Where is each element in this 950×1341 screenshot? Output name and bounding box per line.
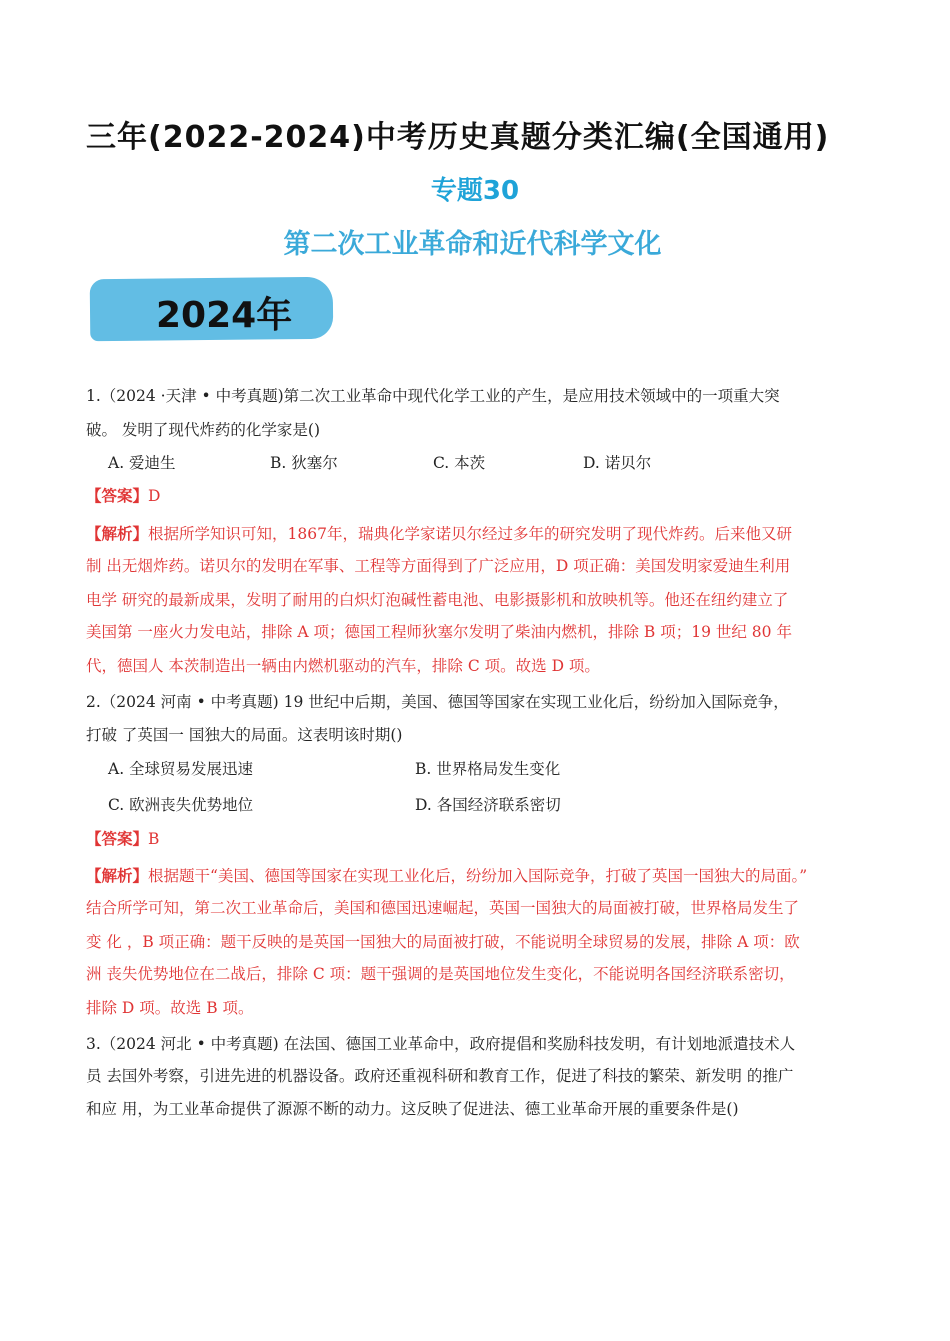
topic-number: 专题30 [430,176,520,206]
topic-name: 第二次工业革命和近代科学文化 [283,229,662,260]
analysis-text: 根据所学知识可知，1867年，瑞典化学家诺贝尔经过多年的研究发明了现代炸药。后来他又研 [148,525,792,543]
question-2-option-b: B. 世界格局发生变化 [415,760,561,778]
question-1-analysis-line-2: 制 出无烟炸药。诺贝尔的发明在军事、工程等方面得到了广泛应用，D 项正确：美国发明家爱迪生利用 [86,557,791,575]
question-1-line-1: 1.（2024 ·天津 • 中考真题)第二次工业革命中现代化学工业的产生，是应用技术领域中的一项重大突 [86,387,780,405]
question-2-line-2: 打破 了英国一 国独大的局面。这表明该时期() [86,726,403,744]
question-1-analysis-line-3: 电学 研究的最新成果，发明了耐用的白炽灯泡碱性蓄电池、电影摄影机和放映机等。他还在纽约建立了 [86,591,789,609]
question-3-line-2: 员 去国外考察，引进先进的机器设备。政府还重视科研和教育工作，促进了科技的繁荣、新发明 的推广 [86,1067,794,1085]
answer-label: 【答案】 [86,486,149,505]
analysis-text: 根据题干“美国、德国等国家在实现工业化后，纷纷加入国际竞争，打破了英国一国独大的局面。” [148,867,808,885]
question-2-analysis-line-3: 变 化 ，B 项正确：题干反映的是英国一国独大的局面被打破，不能说明全球贸易的发展，排除 A 项：欧 [86,933,800,951]
main-title: 三年(2022-2024)中考历史真题分类汇编(全国通用) [86,120,830,155]
question-2-option-c: C. 欧洲丧失优势地位 [108,796,254,814]
question-1-option-a: A. 爱迪生 [108,454,176,472]
question-1-answer [86,486,160,506]
question-1-option-c: C. 本茨 [433,454,486,472]
question-3-line-1: 3.（2024 河北 • 中考真题) 在法国、德国工业革命中，政府提倡和奖励科技发明，有计划地派遣技术人 [86,1035,796,1053]
question-2-option-a: A. 全球贸易发展迅速 [108,760,254,778]
question-1-analysis-line-5: 代，德国人 本茨制造出一辆由内燃机驱动的汽车，排除 C 项。故选 D 项。 [86,657,600,675]
question-2-analysis-line-2: 结合所学可知，第二次工业革命后，美国和德国迅速崛起，英国一国独大的局面被打破，世界格局发生了 [86,899,800,917]
answer-label: 【答案】 [86,829,149,848]
question-2-answer [86,829,159,849]
question-2-analysis-line-4: 洲 丧失优势地位在二战后，排除 C 项：题干强调的是英国地位发生变化，不能说明各国经济联系密切， [86,965,795,983]
question-1-option-b: B. 狄塞尔 [270,454,338,472]
question-1-analysis-line-4: 美国第 一座火力发电站，排除 A 项；德国工程师狄塞尔发明了柴油内燃机，排除 B 项；19 世纪 80 年 [86,623,792,641]
question-1-line-2: 破。 发明了现代炸药的化学家是() [86,421,321,439]
question-3-line-3: 和应 用，为工业革命提供了源源不断的动力。这反映了促进法、德工业革命开展的重要条件是() [86,1100,739,1118]
analysis-label: 【解析】 [86,524,149,543]
year-banner-label: 2024年 [156,295,293,336]
question-1-option-d: D. 诺贝尔 [583,454,652,472]
question-2-analysis-line-1 [86,866,807,886]
question-2-option-d: D. 各国经济联系密切 [415,796,561,814]
question-2-line-1: 2.（2024 河南 • 中考真题) 19 世纪中后期，美国、德国等国家在实现工业化后，纷纷加入国际竞争， [86,693,789,711]
question-2-analysis-line-5: 排除 D 项。故选 B 项。 [86,999,254,1017]
question-1-analysis-line-1 [86,524,792,544]
analysis-label: 【解析】 [86,866,149,885]
answer-value: B [148,830,160,848]
answer-value: D [148,487,161,505]
